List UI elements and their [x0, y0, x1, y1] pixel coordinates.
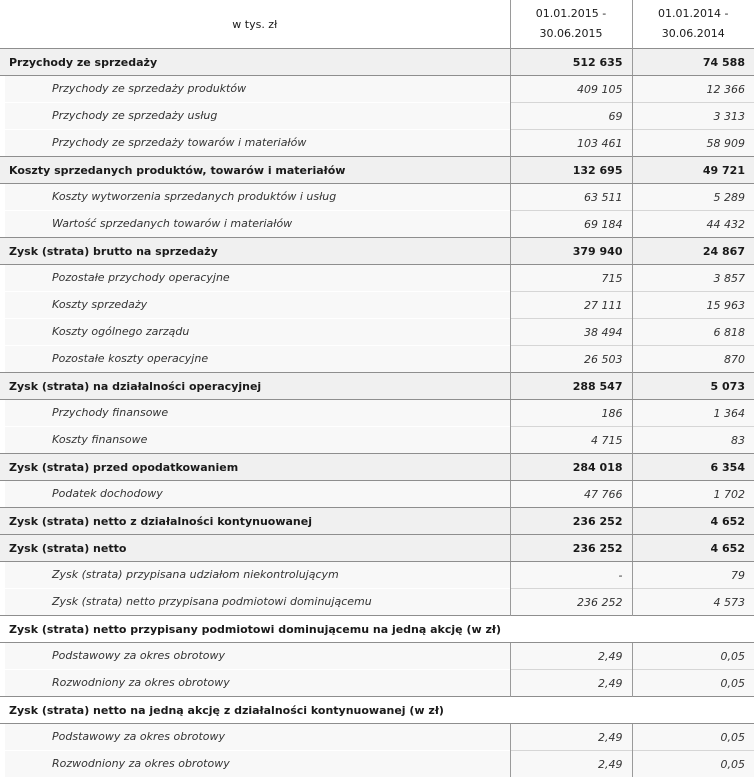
value-2014: 4 573	[632, 589, 754, 616]
row-label	[0, 319, 510, 346]
section-total-row	[0, 454, 754, 481]
value-2015: 2,49	[510, 643, 632, 670]
line-item-row	[0, 130, 754, 157]
row-label-text: Pozostałe koszty operacyjne	[5, 345, 510, 372]
row-label: Zysk (strata) netto na jedną akcję z działalności kontynuowanej (w zł)	[0, 697, 754, 724]
value-2015: 236 252	[510, 589, 632, 616]
line-item-row	[0, 562, 754, 589]
value-2015: 69 184	[510, 211, 632, 238]
group-heading-row	[0, 616, 754, 643]
period-2015-header	[510, 0, 632, 49]
value-2015: 236 252	[510, 535, 632, 562]
row-label	[0, 427, 510, 454]
value-2015: 284 018	[510, 454, 632, 481]
value-2015: 4 715	[510, 427, 632, 454]
line-item-row	[0, 400, 754, 427]
line-item-row	[0, 643, 754, 670]
line-item-row	[0, 319, 754, 346]
row-label-text: Podatek dochodowy	[5, 480, 510, 507]
period-2015-end: 30.06.2015	[511, 24, 632, 44]
value-2014: 12 366	[632, 76, 754, 103]
value-2015: 69	[510, 103, 632, 130]
row-label	[0, 265, 510, 292]
value-2015: 103 461	[510, 130, 632, 157]
line-item-row	[0, 103, 754, 130]
value-2014: 74 588	[632, 49, 754, 76]
value-2014: 24 867	[632, 238, 754, 265]
value-2014: 4 652	[632, 535, 754, 562]
value-2015: 2,49	[510, 751, 632, 777]
group-heading-row	[0, 697, 754, 724]
value-2014: 83	[632, 427, 754, 454]
value-2014: 0,05	[632, 670, 754, 697]
section-total-row	[0, 49, 754, 76]
row-label-text: Przychody finansowe	[5, 399, 510, 426]
row-label	[0, 724, 510, 751]
row-label-text: Koszty finansowe	[5, 426, 510, 453]
row-label-text: Przychody ze sprzedaży produktów	[5, 75, 510, 102]
value-2015: 38 494	[510, 319, 632, 346]
row-label-text: Podstawowy za okres obrotowy	[5, 642, 510, 669]
section-total-row	[0, 535, 754, 562]
row-label	[0, 346, 510, 373]
line-item-row	[0, 481, 754, 508]
value-2015: 47 766	[510, 481, 632, 508]
value-2014: 5 289	[632, 184, 754, 211]
value-2015: 236 252	[510, 508, 632, 535]
value-2014: 4 652	[632, 508, 754, 535]
row-label: Zysk (strata) przed opodatkowaniem	[0, 454, 510, 481]
row-label-text: Rozwodniony za okres obrotowy	[5, 669, 510, 696]
value-2014: 79	[632, 562, 754, 589]
value-2015: 186	[510, 400, 632, 427]
row-label: Zysk (strata) netto	[0, 535, 510, 562]
row-label	[0, 292, 510, 319]
section-total-row	[0, 238, 754, 265]
value-2014: 0,05	[632, 751, 754, 777]
value-2014: 0,05	[632, 724, 754, 751]
period-2014-start: 01.01.2014 -	[633, 4, 755, 24]
row-label-text: Przychody ze sprzedaży towarów i materiałów	[5, 129, 510, 156]
period-2015-start: 01.01.2015 -	[511, 4, 632, 24]
line-item-row	[0, 292, 754, 319]
row-label	[0, 643, 510, 670]
line-item-row	[0, 211, 754, 238]
row-label-text: Przychody ze sprzedaży usług	[5, 102, 510, 129]
line-item-row	[0, 751, 754, 777]
value-2015: 512 635	[510, 49, 632, 76]
value-2014: 5 073	[632, 373, 754, 400]
row-label	[0, 103, 510, 130]
line-item-row	[0, 589, 754, 616]
row-label-text: Podstawowy za okres obrotowy	[5, 723, 510, 750]
row-label	[0, 481, 510, 508]
period-2014-end: 30.06.2014	[633, 24, 755, 44]
row-label: Koszty sprzedanych produktów, towarów i materiałów	[0, 157, 510, 184]
row-label	[0, 589, 510, 616]
value-2014: 3 313	[632, 103, 754, 130]
row-label	[0, 562, 510, 589]
row-label: Zysk (strata) brutto na sprzedaży	[0, 238, 510, 265]
row-label-text: Pozostałe przychody operacyjne	[5, 264, 510, 291]
row-label-text: Koszty wytworzenia sprzedanych produktów i usług	[5, 183, 510, 210]
row-label: Zysk (strata) netto przypisany podmiotowi dominującemu na jedną akcję (w zł)	[0, 616, 754, 643]
row-label	[0, 211, 510, 238]
value-2014: 44 432	[632, 211, 754, 238]
value-2015: 26 503	[510, 346, 632, 373]
line-item-row	[0, 346, 754, 373]
unit-label: w tys. zł	[0, 0, 510, 49]
value-2015: -	[510, 562, 632, 589]
section-total-row	[0, 157, 754, 184]
row-label	[0, 400, 510, 427]
line-item-row	[0, 76, 754, 103]
row-label-text: Koszty ogólnego zarządu	[5, 318, 510, 345]
row-label	[0, 76, 510, 103]
value-2014: 0,05	[632, 643, 754, 670]
row-label-text: Wartość sprzedanych towarów i materiałów	[5, 210, 510, 237]
row-label-text: Rozwodniony za okres obrotowy	[5, 750, 510, 777]
period-2014-header	[632, 0, 754, 49]
row-label	[0, 751, 510, 777]
row-label	[0, 184, 510, 211]
value-2015: 715	[510, 265, 632, 292]
section-total-row	[0, 508, 754, 535]
value-2015: 379 940	[510, 238, 632, 265]
value-2015: 2,49	[510, 724, 632, 751]
value-2014: 1 364	[632, 400, 754, 427]
value-2015: 63 511	[510, 184, 632, 211]
value-2015: 27 111	[510, 292, 632, 319]
row-label	[0, 670, 510, 697]
section-total-row	[0, 373, 754, 400]
value-2014: 58 909	[632, 130, 754, 157]
value-2014: 870	[632, 346, 754, 373]
row-label-text: Zysk (strata) netto przypisana podmiotowi dominującemu	[5, 588, 510, 615]
value-2015: 2,49	[510, 670, 632, 697]
line-item-row	[0, 265, 754, 292]
value-2014: 6 354	[632, 454, 754, 481]
value-2014: 15 963	[632, 292, 754, 319]
value-2014: 49 721	[632, 157, 754, 184]
value-2014: 1 702	[632, 481, 754, 508]
row-label: Zysk (strata) netto z działalności kontynuowanej	[0, 508, 510, 535]
line-item-row	[0, 184, 754, 211]
row-label: Zysk (strata) na działalności operacyjnej	[0, 373, 510, 400]
value-2015: 409 105	[510, 76, 632, 103]
header-row	[0, 0, 754, 49]
line-item-row	[0, 427, 754, 454]
row-label	[0, 130, 510, 157]
value-2014: 3 857	[632, 265, 754, 292]
value-2015: 288 547	[510, 373, 632, 400]
value-2015: 132 695	[510, 157, 632, 184]
line-item-row	[0, 724, 754, 751]
row-label-text: Koszty sprzedaży	[5, 291, 510, 318]
row-label-text: Zysk (strata) przypisana udziałom niekontrolującym	[5, 561, 510, 588]
line-item-row	[0, 670, 754, 697]
value-2014: 6 818	[632, 319, 754, 346]
row-label: Przychody ze sprzedaży	[0, 49, 510, 76]
